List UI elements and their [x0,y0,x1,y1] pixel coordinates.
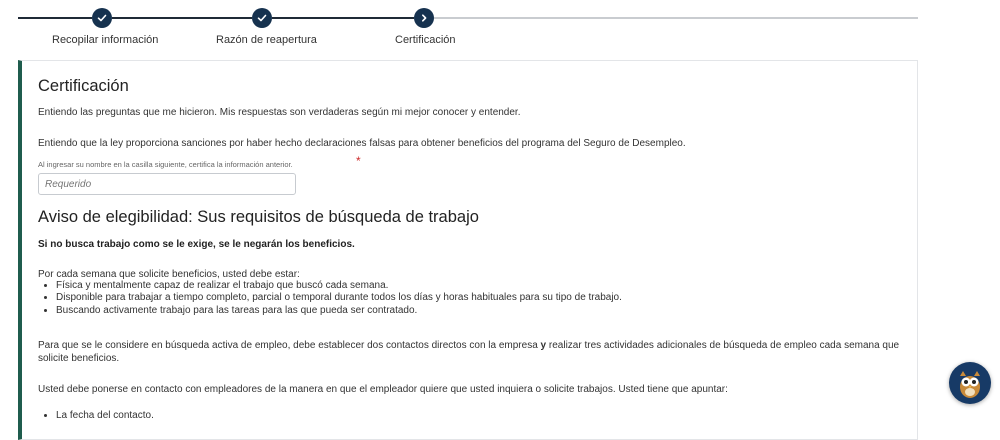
requirements-list [38,280,622,317]
stepper-line-done-2 [112,17,252,19]
required-asterisk: * [356,154,361,168]
contact-instructions: Usted debe ponerse en contacto con empleadores de la manera en que el empleador quiere que usted inquiera o solicite trabajos. Usted tiene que apuntar: [38,384,728,395]
virtual-assistant-owl-icon[interactable] [949,362,991,404]
signature-name-input[interactable] [38,173,296,195]
list-item: • La fecha del contacto. [56,410,154,422]
active-search-paragraph [38,340,908,365]
step-3-label: Certificación [395,34,456,46]
eligibility-warning: Si no busca trabajo como se le exige, se le negarán los beneficios. [38,239,355,250]
progress-stepper [0,0,1000,60]
step-3-chevron-right-icon [414,8,434,28]
step-1-label[interactable]: Recopilar información [52,34,159,46]
stepper-line-todo [434,17,918,19]
list-item: • Física y mentalmente capaz de realizar el trabajo que buscó cada semana. [56,280,622,292]
active-search-text-1: Para que se le considere en búsqueda activa de empleo, debe establecer dos contactos directos con la empresa [38,340,541,351]
eligibility-notice-title: Aviso de elegibilidad: Sus requisitos de búsqueda de trabajo [38,208,479,226]
stepper-line-done-3 [272,17,414,19]
active-search-bold-y: y [540,340,547,351]
name-field-hint: Al ingresar su nombre en la casilla siguiente, certifica la información anterior. [38,160,293,169]
list-item: • Buscando activamente trabajo para las tareas para las que pueda ser contratado. [56,305,622,317]
step-2-label[interactable]: Razón de reapertura [216,34,317,46]
step-1-check-icon[interactable] [92,8,112,28]
weekly-requirements-intro: Por cada semana que solicite beneficios, usted debe estar: [38,269,300,280]
active-search-text-2: realizar tres actividades adicionales de búsqueda de empleo cada semana que solicite beneficios. [38,340,900,364]
certification-card [18,60,918,440]
certification-title: Certificación [38,77,129,95]
step-2-check-icon[interactable] [252,8,272,28]
stepper-line-done-1 [18,17,92,19]
certification-statement-2: Entiendo que la ley proporciona sanciones por haber hecho declaraciones falsas para obtener beneficios del programa del Seguro de Desempleo. [38,138,686,149]
record-items-list [38,410,154,422]
certification-statement-1: Entiendo las preguntas que me hicieron. Mis respuestas son verdaderas según mi mejor conocer y entender. [38,107,521,118]
list-item: • Disponible para trabajar a tiempo completo, parcial o temporal durante todos los días y horas habituales para su tipo de trabajo. [56,292,622,304]
